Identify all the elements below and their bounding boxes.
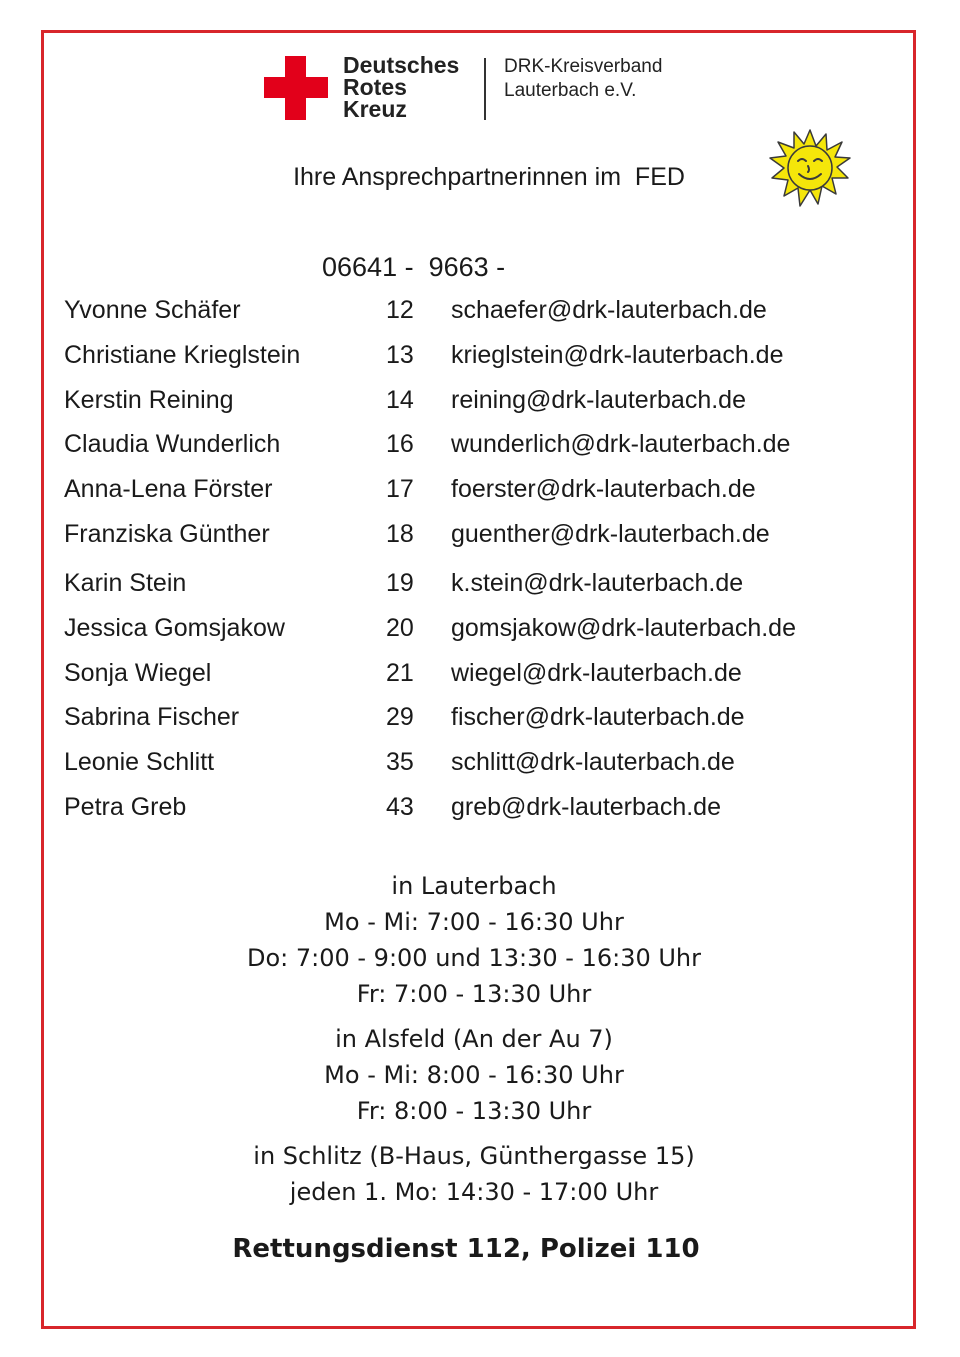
contact-row bbox=[64, 793, 864, 831]
contact-email[interactable]: fischer@drk-lauterbach.de bbox=[451, 703, 745, 731]
contact-email[interactable]: wunderlich@drk-lauterbach.de bbox=[451, 430, 791, 458]
contact-extension: 43 bbox=[386, 793, 414, 821]
office-hours bbox=[0, 868, 948, 1210]
contact-extension: 12 bbox=[386, 296, 414, 324]
contact-row bbox=[64, 520, 864, 558]
logo-divider bbox=[484, 58, 486, 120]
contact-email[interactable]: foerster@drk-lauterbach.de bbox=[451, 475, 756, 503]
contact-row bbox=[64, 296, 864, 334]
contact-name: Petra Greb bbox=[64, 793, 187, 821]
contact-extension: 14 bbox=[386, 386, 414, 414]
contact-extension: 29 bbox=[386, 703, 414, 731]
contact-row bbox=[64, 614, 864, 652]
contact-row bbox=[64, 430, 864, 468]
contact-row bbox=[64, 341, 864, 379]
contact-extension: 20 bbox=[386, 614, 414, 642]
org-name-line: Deutsches bbox=[343, 52, 460, 78]
contact-email[interactable]: wiegel@drk-lauterbach.de bbox=[451, 659, 742, 687]
location-heading: in Schlitz (B-Haus, Günthergasse 15) bbox=[253, 1142, 695, 1170]
contact-name: Christiane Krieglstein bbox=[64, 341, 301, 369]
contact-row bbox=[64, 703, 864, 741]
hours-line: Mo - Mi: 8:00 - 16:30 Uhr bbox=[324, 1061, 624, 1089]
contact-extension: 21 bbox=[386, 659, 414, 687]
contact-email[interactable]: schlitt@drk-lauterbach.de bbox=[451, 748, 735, 776]
phone-prefix: 06641 - 9663 - bbox=[322, 252, 506, 282]
contact-extension: 18 bbox=[386, 520, 414, 548]
location-heading: in Lauterbach bbox=[391, 872, 557, 900]
contact-extension: 16 bbox=[386, 430, 414, 458]
page-title: Ihre Ansprechpartnerinnen im FED bbox=[293, 163, 685, 191]
contact-name: Leonie Schlitt bbox=[64, 748, 215, 776]
contact-name: Franziska Günther bbox=[64, 520, 270, 548]
contact-name: Karin Stein bbox=[64, 569, 187, 597]
sun-icon bbox=[768, 128, 852, 210]
contact-name: Claudia Wunderlich bbox=[64, 430, 281, 458]
contact-email[interactable]: guenther@drk-lauterbach.de bbox=[451, 520, 770, 548]
contact-extension: 13 bbox=[386, 341, 414, 369]
org-name-line: Kreuz bbox=[343, 96, 407, 122]
contact-name: Jessica Gomsjakow bbox=[64, 614, 285, 642]
contact-extension: 19 bbox=[386, 569, 414, 597]
location-heading: in Alsfeld (An der Au 7) bbox=[335, 1025, 613, 1053]
hours-line: Fr: 7:00 - 13:30 Uhr bbox=[356, 980, 592, 1008]
contact-email[interactable]: gomsjakow@drk-lauterbach.de bbox=[451, 614, 796, 642]
contact-email[interactable]: schaefer@drk-lauterbach.de bbox=[451, 296, 767, 324]
hours-line: Mo - Mi: 7:00 - 16:30 Uhr bbox=[324, 908, 624, 936]
branch-line: DRK-Kreisverband bbox=[504, 56, 663, 77]
contact-name: Sabrina Fischer bbox=[64, 703, 240, 731]
red-cross-icon bbox=[264, 56, 328, 120]
emergency-numbers: Rettungsdienst 112, Polizei 110 bbox=[232, 1234, 700, 1264]
contact-email[interactable]: greb@drk-lauterbach.de bbox=[451, 793, 721, 821]
org-name bbox=[343, 54, 459, 120]
contact-row bbox=[64, 659, 864, 697]
contact-email[interactable]: k.stein@drk-lauterbach.de bbox=[451, 569, 744, 597]
contact-name: Sonja Wiegel bbox=[64, 659, 212, 687]
contact-row bbox=[64, 475, 864, 513]
contact-extension: 35 bbox=[386, 748, 414, 776]
contact-row bbox=[64, 748, 864, 786]
org-name-line: Rotes bbox=[343, 74, 407, 100]
hours-line: jeden 1. Mo: 14:30 - 17:00 Uhr bbox=[289, 1178, 659, 1206]
branch-line: Lauterbach e.V. bbox=[504, 80, 637, 101]
contact-extension: 17 bbox=[386, 475, 414, 503]
hours-line: Do: 7:00 - 9:00 und 13:30 - 16:30 Uhr bbox=[246, 944, 702, 972]
contact-row bbox=[64, 386, 864, 424]
drk-logo bbox=[264, 52, 704, 122]
contact-name: Kerstin Reining bbox=[64, 386, 234, 414]
contact-row bbox=[64, 569, 864, 607]
contact-name: Yvonne Schäfer bbox=[64, 296, 241, 324]
hours-line: Fr: 8:00 - 13:30 Uhr bbox=[356, 1097, 592, 1125]
contact-email[interactable]: reining@drk-lauterbach.de bbox=[451, 386, 746, 414]
contact-email[interactable]: krieglstein@drk-lauterbach.de bbox=[451, 341, 784, 369]
contact-name: Anna-Lena Förster bbox=[64, 475, 273, 503]
branch-name bbox=[504, 55, 662, 103]
